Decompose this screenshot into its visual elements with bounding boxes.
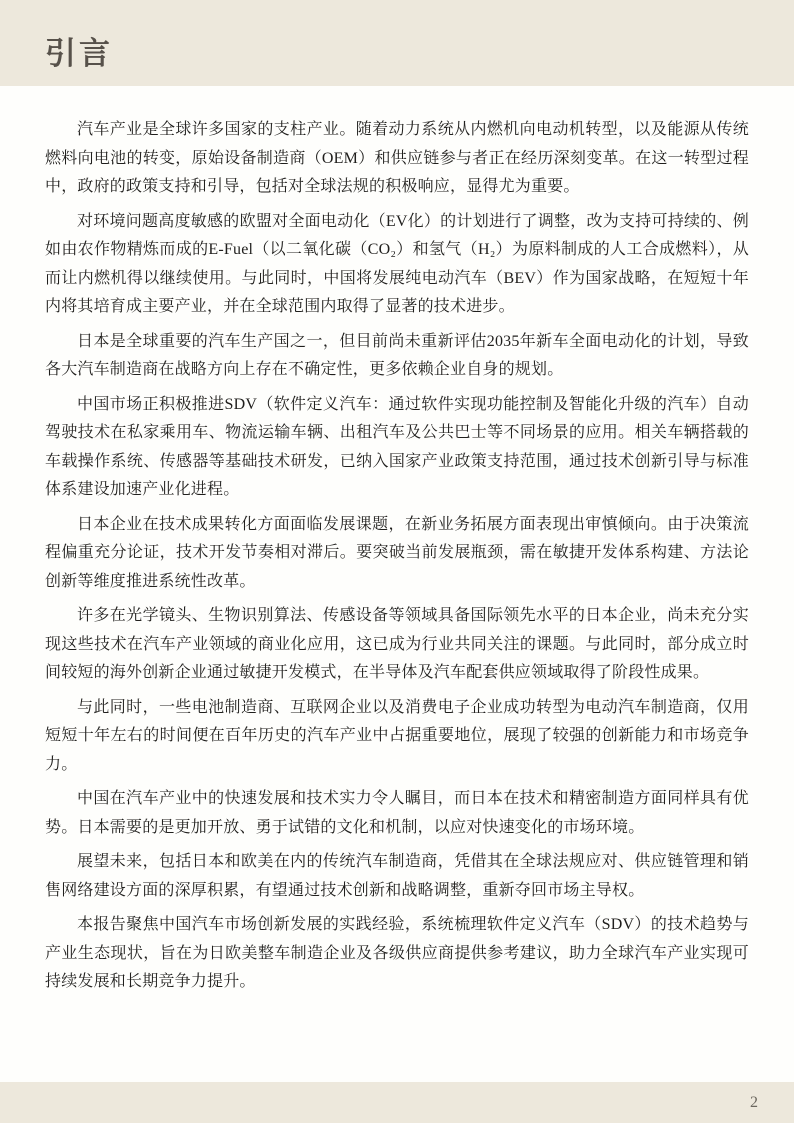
paragraph: 中国市场正积极推进SDV（软件定义汽车：通过软件实现功能控制及智能化升级的汽车）自动驾驶技术在私家乘用车、物流运输车辆、出租汽车及公共巴士等不同场景的应用。相关车辆搭载的车载操作系统、传感器等基础技术研发，已纳入国家产业政策支持范围，通过技术创新引导与标准体系建设加速产业化进程。 [45, 395, 749, 498]
paragraph: 许多在光学镜头、生物识别算法、传感设备等领域具备国际领先水平的日本企业，尚未充分实现这些技术在汽车产业领域的商业化应用，这已成为行业共同关注的课题。与此同时，部分成立时间较短的海外创新企业通过敏捷开发模式，在半导体及汽车配套供应领域取得了阶段性成果。 [45, 607, 749, 681]
paragraph: 本报告聚焦中国汽车市场创新发展的实践经验，系统梳理软件定义汽车（SDV）的技术趋势与产业生态现状，旨在为日欧美整车制造企业及各级供应商提供参考建议，助力全球汽车产业实现可持续发展和长期竞争力提升。 [45, 916, 749, 990]
paragraph: 中国在汽车产业中的快速发展和技术实力令人瞩目，而日本在技术和精密制造方面同样具有优势。日本需要的是更加开放、勇于试错的文化和机制，以应对快速变化的市场环境。 [45, 790, 749, 836]
page-footer [0, 1082, 794, 1123]
page-header [0, 0, 794, 86]
paragraph: 与此同时，一些电池制造商、互联网企业以及消费电子企业成功转型为电动汽车制造商，仅用短短十年左右的时间便在百年历史的汽车产业中占据重要地位，展现了较强的创新能力和市场竞争力。 [45, 698, 749, 773]
paragraph: 展望未来，包括日本和欧美在内的传统汽车制造商，凭借其在全球法规应对、供应链管理和销售网络建设方面的深厚积累，有望通过技术创新和战略调整，重新夺回市场主导权。 [45, 853, 749, 899]
document-body [0, 86, 794, 997]
paragraph: 日本是全球重要的汽车生产国之一，但目前尚未重新评估2035年新车全面电动化的计划，导致各大汽车制造商在战略方向上存在不确定性，更多依赖企业自身的规划。 [45, 332, 749, 378]
paragraph: 日本企业在技术成果转化方面面临发展课题，在新业务拓展方面表现出审慎倾向。由于决策流程偏重充分论证，技术开发节奏相对滞后。要突破当前发展瓶颈，需在敏捷开发体系构建、方法论创新等维度推进系统性改革。 [45, 515, 749, 590]
paragraph: 对环境问题高度敏感的欧盟对全面电动化（EV化）的计划进行了调整，改为支持可持续的、例如由农作物精炼而成的E-Fuel（以二氧化碳（CO₂）和氢气（H₂）为原料制成的人工合成燃料），从而让内燃机得以继续使用。与此同时，中国将发展纯电动汽车（BEV）作为国家战略，在短短十年内将其培育成主要产业，并在全球范围内取得了显著的技术进步。 [45, 212, 749, 315]
page-title: 引言 [45, 35, 113, 71]
page-number: 2 [750, 1093, 758, 1111]
paragraph: 汽车产业是全球许多国家的支柱产业。随着动力系统从内燃机向电动机转型，以及能源从传统燃料向电池的转变，原始设备制造商（OEM）和供应链参与者正在经历深刻变革。在这一转型过程中，政府的政策支持和引导，包括对全球法规的积极响应，显得尤为重要。 [45, 121, 749, 195]
